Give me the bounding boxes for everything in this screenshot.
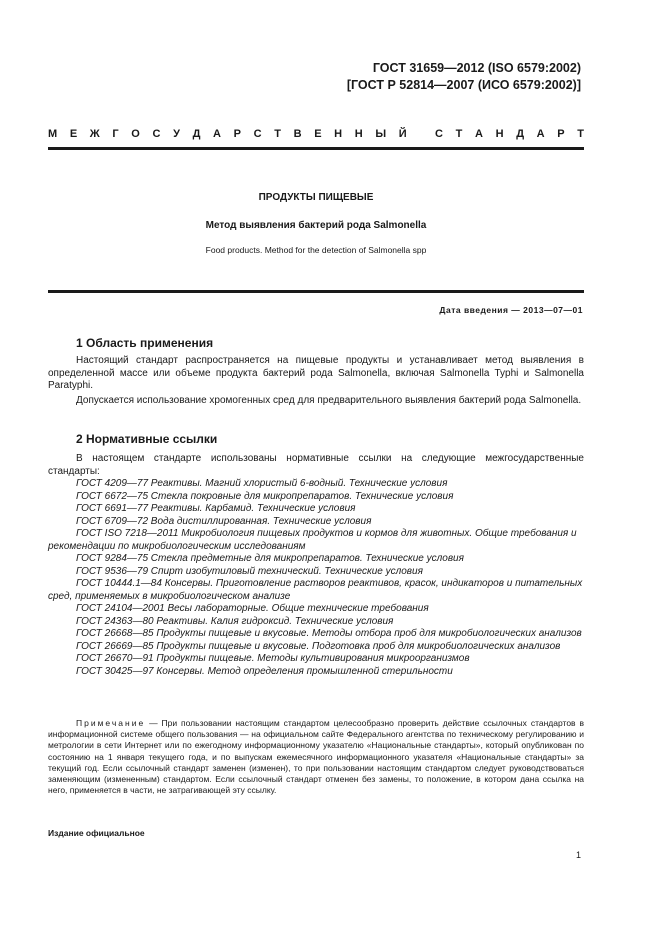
heading-letter: Ы [375, 128, 387, 140]
section-1-paragraph-2: Допускается использование хромогенных сред для предварительного выявления бактерий рода Salmonella. [76, 395, 582, 406]
reference-item: ГОСТ 24363—80 Реактивы. Калия гидроксид. Технические условия [76, 615, 394, 627]
reference-item: ГОСТ 4209—77 Реактивы. Магний хлористый 6-водный. Технические условия [76, 478, 448, 489]
reference-list [48, 478, 584, 678]
heading-letter: С [253, 128, 262, 140]
reference-item: ГОСТ 9536—79 Спирт изобутиловый технический. Технические условия [76, 565, 423, 577]
section-1-heading: 1 Область применения [76, 336, 214, 350]
edition-label: Издание официальное [48, 828, 145, 838]
english-title: Food products. Method for the detection of Salmonella spp [205, 245, 427, 255]
heading-letter: Ж [89, 128, 100, 140]
title-bottom-rule [48, 290, 584, 293]
heading-letter: Т [274, 128, 281, 140]
top-rule [48, 147, 584, 150]
gost-r-number: [ГОСТ Р 52814—2007 (ИСО 6579:2002)] [346, 78, 581, 92]
heading-letter: Р [557, 128, 565, 140]
heading-letter: О [131, 128, 140, 140]
heading-letter: В [293, 128, 302, 140]
standard-type-heading [48, 128, 584, 140]
heading-letter: А [213, 128, 221, 140]
references-note [48, 718, 584, 796]
heading-letter: Т [455, 128, 463, 140]
reference-item: ГОСТ 26668—85 Продукты пищевые и вкусовые. Методы отбора проб для микробиологических анализов [76, 628, 582, 639]
heading-letter: А [536, 128, 545, 140]
reference-item: ГОСТ 6691—77 Реактивы. Карбамид. Технические условия [76, 503, 356, 514]
reference-item: ГОСТ 26670—91 Продукты пищевые. Методы культивирования микроорганизмов [76, 653, 470, 664]
heading-letter: Д [516, 128, 525, 140]
document-designation [347, 60, 581, 94]
section-2-heading: 2 Нормативные ссылки [76, 432, 218, 446]
heading-letter: Й [398, 128, 407, 140]
heading-letter: Е [69, 128, 78, 140]
reference-item: ГОСТ 9284—75 Стекла предметные для микропрепаратов. Технические условия [76, 553, 464, 564]
document-subtitle: Метод выявления бактерий рода Salmonella [205, 220, 427, 231]
reference-item: ГОСТ 10444.1—84 Консервы. Приготовление растворов реактивов, красок, индикаторов и питательных сред, применяемых в микробиологическом анализе [48, 578, 583, 602]
heading-letter: С [152, 128, 161, 140]
reference-item: ГОСТ 6672—75 Стекла покровные для микропрепаратов. Технические условия [76, 490, 454, 502]
reference-item: ГОСТ 24104—2001 Весы лабораторные. Общие технические требования [76, 603, 429, 614]
section-2-intro: В настоящем стандарте использованы нормативные ссылки на следующие межгосударственные стандарты: [48, 453, 584, 477]
heading-letter: М [48, 128, 58, 140]
note-label: Примечание [76, 718, 146, 728]
heading-letter: Т [577, 128, 584, 140]
reference-item: ГОСТ ISO 7218—2011 Микробиология пищевых продуктов и кормов для животных. Общие требования и рекомендации по микробиологическим исследованиям [48, 528, 577, 552]
introduction-date: Дата введения — 2013—07—01 [439, 305, 583, 315]
heading-letter: С [435, 128, 443, 140]
heading-letter: Д [192, 128, 201, 140]
gost-number: ГОСТ 31659—2012 (ISO 6579:2002) [372, 61, 581, 75]
note-text: — При пользовании настоящим стандартом целесообразно проверить действие ссылочных стандартов в информационной системе общего пользования — на официальном сайте Федерального агентства по техническому регулированию и метрологии в сети Интернет или по ежегодному информационному указателю «Национальные стандарты», который опубликован по состоянию на 1 января текущего года, и по выпускам ежемесячного информационного указателя «Национальные стандарты» за текущий год. Если ссылочный стандарт заменен (изменен), то при пользовании настоящим стандартом следует руководствоваться заменяющим (измененным) стандартом. Если ссылочный стандарт отменен без замены, то положение, в котором дана ссылка на него, применяется в части, не затрагивающей эту ссылку. [48, 718, 584, 796]
heading-letter: У [173, 128, 180, 140]
reference-item: ГОСТ 30425—97 Консервы. Метод определения промышленной стерильности [76, 665, 453, 677]
heading-letter [419, 128, 422, 140]
section-1-paragraph-1: Настоящий стандарт распространяется на пищевые продукты и устанавливает метод выявления в определенной массе или объеме продукта бактерий рода Salmonella, включая Salmonella Typhi и Salmonella Paratyphi. [48, 355, 584, 391]
reference-item: ГОСТ 6709—72 Вода дистиллированная. Технические условия [76, 515, 372, 527]
reference-item: ГОСТ 26669—85 Продукты пищевые и вкусовые. Подготовка проб для микробиологических анализов [76, 640, 561, 652]
page-number: 1 [575, 850, 581, 860]
heading-letter: Н [354, 128, 363, 140]
heading-letter: Г [112, 128, 119, 140]
heading-letter: Р [233, 128, 241, 140]
heading-letter: Н [334, 128, 343, 140]
heading-letter: Н [495, 128, 504, 140]
heading-letter: Е [314, 128, 322, 140]
heading-letter: А [475, 128, 483, 140]
document-title: ПРОДУКТЫ ПИЩЕВЫЕ [258, 192, 374, 203]
